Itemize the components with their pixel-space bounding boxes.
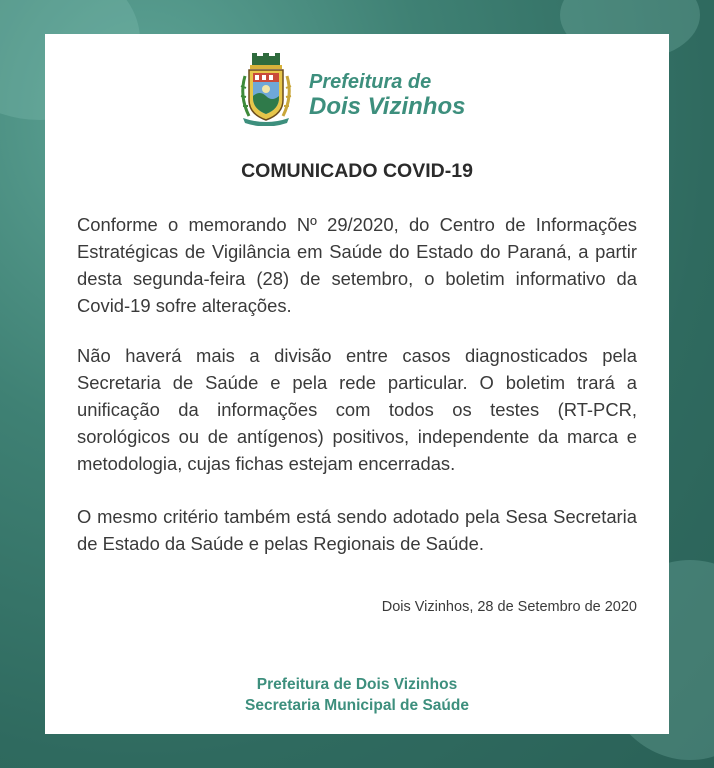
coat-of-arms-icon [235,52,297,126]
prefeitura-logo [235,52,495,126]
date-line: Dois Vizinhos, 28 de Setembro de 2020 [381,599,637,615]
notice-title: COMUNICADO COVID-19 [241,160,473,182]
brand-line1: Prefeitura de [309,71,432,93]
signature-block [45,674,669,716]
signature-line2: Secretaria Municipal de Saúde [245,697,469,714]
paragraph-3: O mesmo critério também está sendo adotado pela Sesa Secretaria de Estado da Saúde e pelas Regionais de Saúde. [77,506,637,554]
brand-name [309,72,465,119]
paragraph-2: Não haverá mais a divisão entre casos diagnosticados pela Secretaria de Saúde e pela rede particular. O boletim trará a unificação da informações com todos os testes (RT-PCR, sorológicos ou de antígenos) positivos, independente da marca e metodologia, cujas fichas estejam encerradas. [77,345,637,474]
paragraph-1: Conforme o memorando Nº 29/2020, do Centro de Informações Estratégicas de Vigilância em Saúde do Estado do Paraná, a partir desta segunda-feira (28) de setembro, o boletim informativo da Covid-19 sofre alterações. [77,214,637,316]
signature-line1: Prefeitura de Dois Vizinhos [256,676,458,693]
notice-card [45,34,669,734]
brand-line2: Dois Vizinhos [309,93,466,120]
